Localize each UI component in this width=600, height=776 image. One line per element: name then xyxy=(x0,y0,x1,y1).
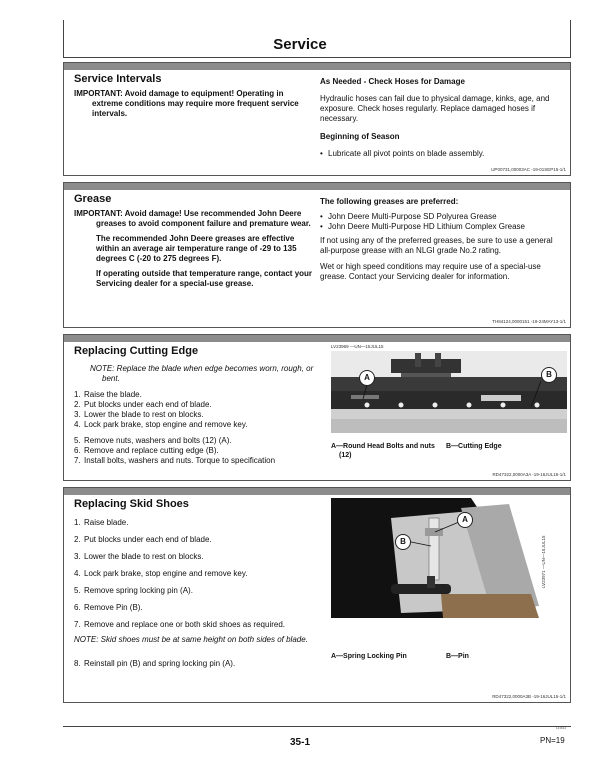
note-text: NOTE: Skid shoes must be at same height on both sides of blade. xyxy=(74,635,308,644)
callout-b: B xyxy=(541,367,557,383)
step-item: 2. Put blocks under each end of blade. xyxy=(74,400,212,409)
footer-rule xyxy=(63,726,571,727)
important-notice: IMPORTANT: Avoid damage! Use recommended John Deere greases to avoid component failure and premature wear. xyxy=(74,209,311,228)
section-grease xyxy=(63,182,571,328)
callout-b: B xyxy=(395,534,411,550)
alternative-grease-text: If not using any of the preferred greases, be sure to use a general all-purpose grease with an NLGI grade No.2 rating. xyxy=(320,236,553,255)
image-id: LV23969 —UN—15JUL15 xyxy=(331,344,384,349)
special-use-text: If operating outside that temperature range, contact your Servicing dealer for a special-use grease. xyxy=(96,269,313,288)
section-heading: Service Intervals xyxy=(74,73,162,85)
section-bar xyxy=(64,335,570,342)
callout-a: A xyxy=(457,512,473,528)
list-item: • John Deere Multi-Purpose SD Polyurea Grease xyxy=(320,212,565,222)
as-needed-heading: As Needed - Check Hoses for Damage xyxy=(320,77,465,86)
caption-a: A—Round Head Bolts and nuts (12) xyxy=(331,443,435,459)
step-item: 4. Lock park brake, stop engine and remove key. xyxy=(74,420,248,429)
step-item: 6. Remove and replace cutting edge (B). xyxy=(74,446,219,455)
wet-conditions-text: Wet or high speed conditions may require use of a special-use grease. Contact your Servicing dealer for information. xyxy=(320,262,541,281)
footer-code: 121614 xyxy=(556,726,567,730)
step-item: 4. Lock park brake, stop engine and remove key. xyxy=(74,569,248,578)
section-service-intervals xyxy=(63,62,571,176)
caption-b: B—Cutting Edge xyxy=(446,443,502,450)
reference-code: UP00731,00003AC -19-01SEP15-1/1 xyxy=(491,167,566,172)
section-heading: Replacing Cutting Edge xyxy=(74,345,199,357)
section-cutting-edge xyxy=(63,334,571,481)
cutting-edge-illustration xyxy=(331,351,567,433)
step-item: 7. Remove and replace one or both skid shoes as required. xyxy=(74,620,286,629)
section-heading: Replacing Skid Shoes xyxy=(74,498,189,510)
step-item: 5. Remove nuts, washers and bolts (12) (A). xyxy=(74,436,232,445)
step-item: 6. Remove Pin (B). xyxy=(74,603,143,612)
section-skid-shoes xyxy=(63,487,571,703)
skid-shoe-illustration xyxy=(331,498,551,618)
blade-drawing xyxy=(331,351,567,433)
note-text: NOTE: Replace the blade when edge becomes worn, rough, or bent. xyxy=(90,364,314,383)
section-bar xyxy=(64,183,570,190)
step-item: 3. Lower the blade to rest on blocks. xyxy=(74,410,204,419)
step-item: 3. Lower the blade to rest on blocks. xyxy=(74,552,204,561)
reference-code: TH84124,0000151 -19-24MAY13-1/1 xyxy=(492,319,566,324)
section-heading: Grease xyxy=(74,193,112,205)
preferred-heading: The following greases are preferred: xyxy=(320,197,459,206)
reference-code: RD47322,0000A3A -19-16JUL15-1/1 xyxy=(492,472,566,477)
step-item: 2. Put blocks under each end of blade. xyxy=(74,535,212,544)
section-bar xyxy=(64,63,570,70)
step-item: 7. Install bolts, washers and nuts. Torque to specification xyxy=(74,456,276,465)
step-item: 1. Raise blade. xyxy=(74,518,129,527)
title-underline xyxy=(63,57,571,58)
step-item: 5. Remove spring locking pin (A). xyxy=(74,586,193,595)
step-item: 1. Raise the blade. xyxy=(74,390,142,399)
skid-shoe-drawing xyxy=(331,498,551,618)
caption-b: B—Pin xyxy=(446,653,469,660)
section-bar xyxy=(64,488,570,495)
page-title: Service xyxy=(273,36,327,53)
step-item: 8. Reinstall pin (B) and spring locking pin (A). xyxy=(74,659,236,668)
as-needed-text: Hydraulic hoses can fail due to physical damage, kinks, age, and exposure. Check hoses regularly. Replace damaged hoses if necessary. xyxy=(320,94,550,123)
important-notice: IMPORTANT: Avoid damage to equipment! Operating in extreme conditions may require more frequent service intervals. xyxy=(74,89,299,118)
list-item: • Lubricate all pivot points on blade assembly. xyxy=(320,149,565,159)
reference-code: RD47322,0000A3B -19-16JUL15-1/1 xyxy=(492,694,566,699)
pn-label: PN=19 xyxy=(540,736,565,745)
page-number: 35-1 xyxy=(289,737,310,748)
image-id: LV23971 —UN—15JUL15 xyxy=(541,535,546,588)
list-item: • John Deere Multi-Purpose HD Lithium Complex Grease xyxy=(320,222,565,232)
callout-a: A xyxy=(359,370,375,386)
temperature-range-text: The recommended John Deere greases are effective within an average air temperature range of -29 to 135 degrees C (-20 to 275 degrees F). xyxy=(96,234,297,263)
beginning-heading: Beginning of Season xyxy=(320,132,400,141)
caption-a: A—Spring Locking Pin xyxy=(331,653,407,660)
